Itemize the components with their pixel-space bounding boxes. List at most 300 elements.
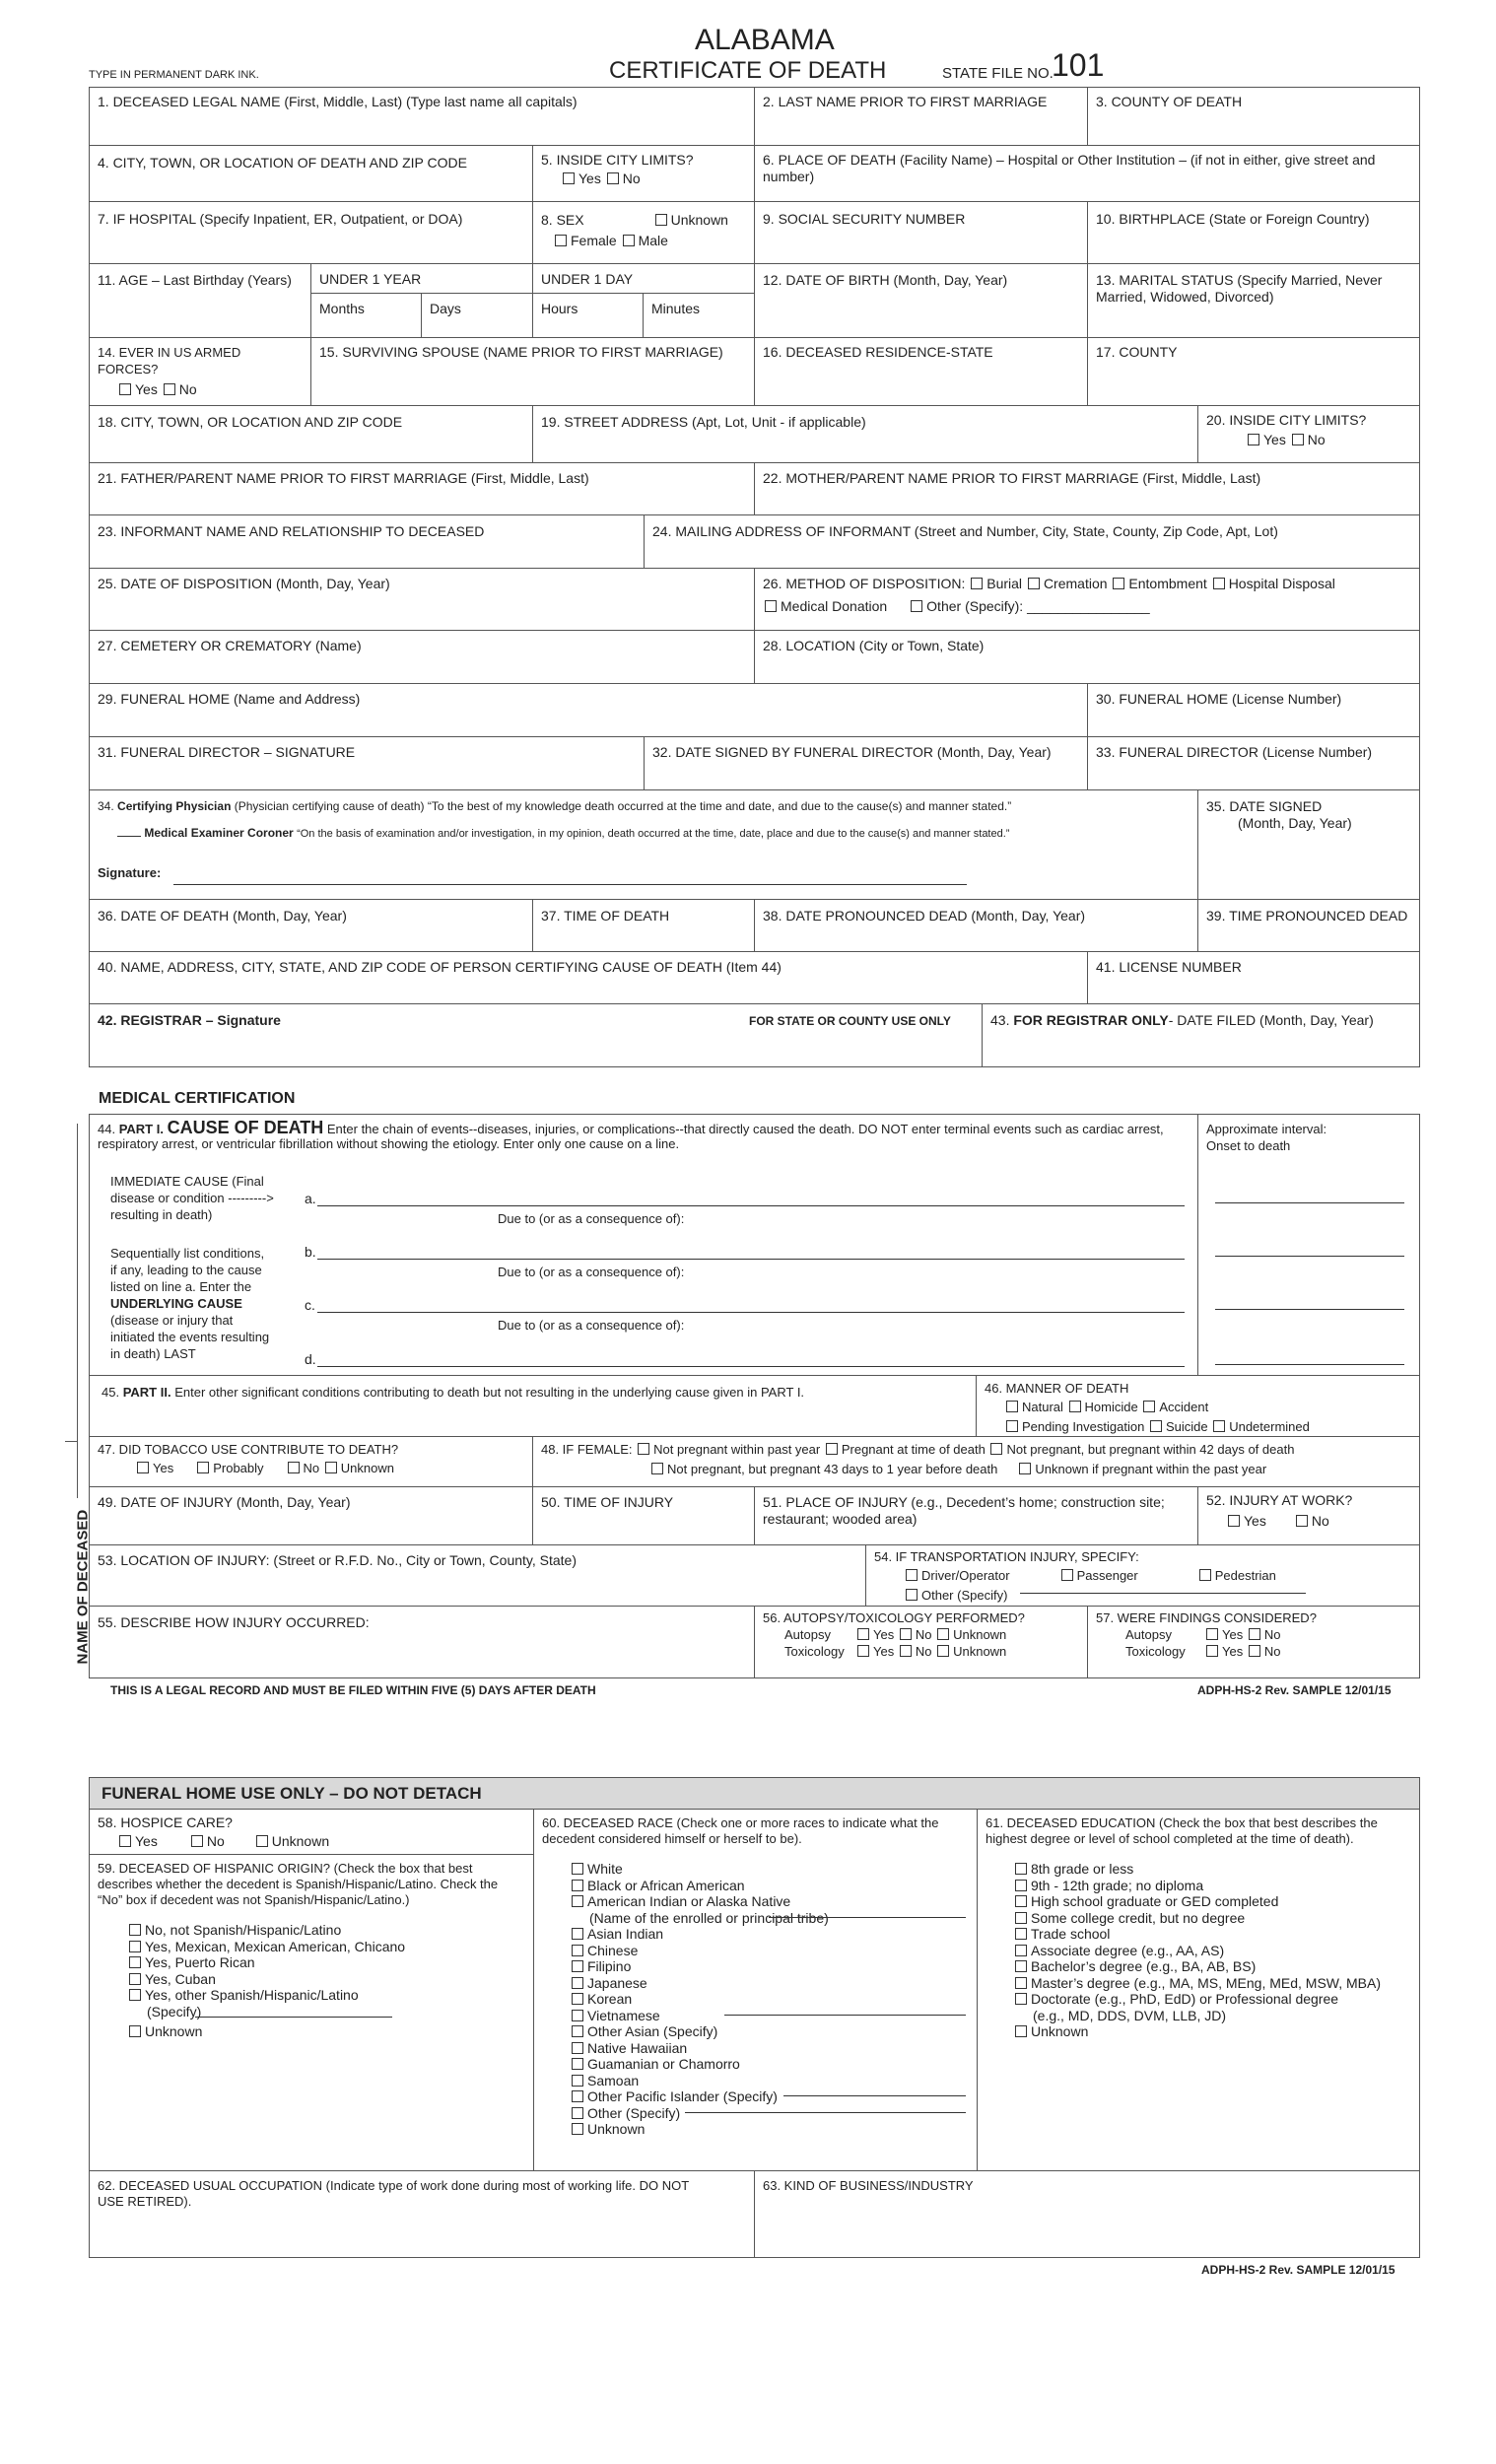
no-checkbox[interactable] <box>1249 1628 1260 1640</box>
field-47[interactable] <box>90 1437 533 1487</box>
field-6[interactable] <box>755 146 1419 202</box>
field-49[interactable] <box>90 1487 533 1545</box>
field-5[interactable] <box>533 146 755 202</box>
other-checkbox[interactable] <box>906 1589 918 1601</box>
medical-donation-checkbox[interactable] <box>765 600 777 612</box>
label-9: 9. SOCIAL SECURITY NUMBER <box>763 211 966 227</box>
edu-8th-label: 8th grade or less <box>1031 1861 1134 1877</box>
race-asian-indian-checkbox[interactable] <box>572 1928 583 1940</box>
file-no: 101 <box>1052 47 1105 83</box>
race-other-pacific-checkbox[interactable] <box>572 2090 583 2102</box>
yes-label: Yes <box>1222 1644 1244 1659</box>
undetermined-checkbox[interactable] <box>1213 1420 1225 1432</box>
field-38[interactable] <box>755 900 1198 952</box>
label-41: 41. LICENSE NUMBER <box>1096 959 1242 975</box>
part-i-label: PART I. <box>118 1122 164 1136</box>
race-chinese-checkbox[interactable] <box>572 1945 583 1956</box>
yes-checkbox[interactable] <box>119 383 131 395</box>
due-to-c: Due to (or as a consequence of): <box>498 1318 685 1333</box>
label-3: 3. COUNTY OF DEATH <box>1096 94 1243 109</box>
side-line-top <box>77 1124 78 1498</box>
hours-field[interactable] <box>533 294 644 338</box>
state-title: ALABAMA <box>695 24 835 56</box>
unknown-label: Unknown <box>271 1833 330 1849</box>
no-label: No <box>1263 1627 1281 1642</box>
minutes-label: Minutes <box>651 301 701 316</box>
field-7[interactable] <box>90 202 533 264</box>
label-60: 60. DECEASED RACE (Check one or more races to indicate what the decedent considered himself or herself to be). <box>542 1815 939 1846</box>
field-3[interactable] <box>1088 88 1419 146</box>
interval-line-d[interactable] <box>1215 1364 1404 1365</box>
yes-label: Yes <box>873 1627 895 1642</box>
label-43: 43. <box>990 1012 1010 1028</box>
yes-checkbox[interactable] <box>857 1628 869 1640</box>
no-checkbox[interactable] <box>900 1645 912 1657</box>
label-34: 34. <box>98 799 114 813</box>
edu-associate-checkbox[interactable] <box>1015 1945 1027 1956</box>
file-no-label: STATE FILE NO. <box>942 65 1054 82</box>
natural-checkbox[interactable] <box>1006 1401 1018 1412</box>
interval-line-c[interactable] <box>1215 1309 1404 1310</box>
seq-line-5: (disease or injury that <box>110 1313 234 1328</box>
other-specify-label: Other (Specify) <box>921 1588 1008 1603</box>
revision-note: ADPH-HS-2 Rev. SAMPLE 12/01/15 <box>1197 1683 1392 1697</box>
field-51[interactable] <box>755 1487 1198 1545</box>
signature-line[interactable] <box>173 884 967 885</box>
unknown-label: Unknown <box>340 1461 394 1475</box>
due-to-b: Due to (or as a consequence of): <box>498 1265 685 1279</box>
pedestrian-checkbox[interactable] <box>1199 1569 1211 1581</box>
hispanic-unknown-checkbox[interactable] <box>129 2025 141 2037</box>
field-54[interactable] <box>866 1545 1419 1607</box>
hospital-disposal-checkbox[interactable] <box>1213 578 1225 589</box>
label-26: 26. METHOD OF DISPOSITION: <box>763 576 966 591</box>
seq-line-1: Sequentially list conditions, <box>110 1246 265 1261</box>
seq-line-6: initiated the events resulting <box>110 1330 270 1344</box>
field-63[interactable] <box>755 2171 1419 2257</box>
field-2[interactable] <box>755 88 1088 146</box>
no-label: No <box>1263 1644 1281 1659</box>
yes-checkbox[interactable] <box>1248 434 1259 445</box>
natural-label: Natural <box>1022 1400 1063 1414</box>
race-guamanian-checkbox[interactable] <box>572 2058 583 2070</box>
no-checkbox[interactable] <box>1249 1645 1260 1657</box>
race-japanese-checkbox[interactable] <box>572 1977 583 1989</box>
no-checkbox[interactable] <box>607 172 619 184</box>
label-17: 17. COUNTY <box>1096 344 1178 360</box>
months-label: Months <box>319 301 365 316</box>
unknown-checkbox[interactable] <box>937 1628 949 1640</box>
yes-checkbox[interactable] <box>1228 1515 1240 1527</box>
field-17[interactable] <box>1088 338 1419 406</box>
race-vietnamese-checkbox[interactable] <box>572 2010 583 2021</box>
label-47: 47. DID TOBACCO USE CONTRIBUTE TO DEATH? <box>98 1442 399 1457</box>
unknown-checkbox[interactable] <box>655 214 667 226</box>
label-45: 45. <box>102 1385 120 1400</box>
label-5: 5. INSIDE CITY LIMITS? <box>541 152 694 168</box>
hispanic-other-checkbox[interactable] <box>129 1989 141 2001</box>
sequential-text <box>110 1245 269 1362</box>
days-label: Days <box>430 301 461 316</box>
cremation-checkbox[interactable] <box>1028 578 1040 589</box>
other-checkbox[interactable] <box>911 600 922 612</box>
label-39: 39. TIME PRONOUNCED DEAD <box>1206 908 1408 924</box>
funeral-home-title: FUNERAL HOME USE ONLY – DO NOT DETACH <box>102 1784 482 1803</box>
under-1-year <box>311 264 533 294</box>
yes-label: Yes <box>1222 1627 1244 1642</box>
yes-checkbox[interactable] <box>1206 1645 1218 1657</box>
unknown-checkbox[interactable] <box>937 1645 949 1657</box>
unknown-label: Unknown <box>953 1644 1007 1659</box>
label-27: 27. CEMETERY OR CREMATORY (Name) <box>98 638 362 653</box>
unknown-checkbox[interactable] <box>325 1462 337 1473</box>
no-checkbox[interactable] <box>1296 1515 1308 1527</box>
legal-record-note: THIS IS A LEGAL RECORD AND MUST BE FILED WITHIN FIVE (5) DAYS AFTER DEATH <box>110 1683 596 1697</box>
field-18[interactable] <box>90 406 533 463</box>
race-native-hawaiian-checkbox[interactable] <box>572 2042 583 2054</box>
immediate-line-1: IMMEDIATE CAUSE (Final <box>110 1174 264 1189</box>
yes-checkbox[interactable] <box>563 172 575 184</box>
label-28: 28. LOCATION (City or Town, State) <box>763 638 985 653</box>
field-29[interactable] <box>90 684 1088 737</box>
label-36: 36. DATE OF DEATH (Month, Day, Year) <box>98 908 347 924</box>
field-15[interactable] <box>311 338 755 406</box>
hispanic-cuban-label: Yes, Cuban <box>145 1970 216 1987</box>
accident-label: Accident <box>1159 1400 1209 1414</box>
race-other-line[interactable] <box>685 2112 966 2113</box>
field-13[interactable] <box>1088 264 1419 338</box>
field-27[interactable] <box>90 631 755 684</box>
immediate-cause-text <box>110 1173 274 1223</box>
edu-trade-checkbox[interactable] <box>1015 1928 1027 1940</box>
field-19[interactable] <box>533 406 1198 463</box>
edu-associate-label: Associate degree (e.g., AA, AS) <box>1031 1942 1225 1958</box>
pending-label: Pending Investigation <box>1022 1419 1145 1434</box>
field-14[interactable] <box>90 338 311 406</box>
edu-9-12-checkbox[interactable] <box>1015 1880 1027 1891</box>
field-31[interactable] <box>90 737 645 790</box>
hispanic-puerto-rican-label: Yes, Puerto Rican <box>145 1954 255 1970</box>
race-white-checkbox[interactable] <box>572 1863 583 1875</box>
field-32[interactable] <box>645 737 1088 790</box>
label-35: 35. DATE SIGNED <box>1206 798 1323 814</box>
field-58[interactable] <box>90 1810 533 1855</box>
race-native-hawaiian-label: Native Hawaiian <box>587 2039 688 2056</box>
me-checkmark-line[interactable] <box>117 836 141 837</box>
male-checkbox[interactable] <box>623 235 635 246</box>
edu-unknown-label: Unknown <box>1031 2023 1089 2039</box>
edu-bachelor-label: Bachelor’s degree (e.g., BA, AB, BS) <box>1031 1958 1257 1974</box>
hispanic-unknown-label: Unknown <box>145 2023 203 2039</box>
suicide-label: Suicide <box>1165 1419 1208 1434</box>
hispanic-puerto-rican-checkbox[interactable] <box>129 1956 141 1968</box>
certifying-physician-label: Certifying Physician <box>117 799 232 813</box>
field-21[interactable] <box>90 463 755 515</box>
label-24: 24. MAILING ADDRESS OF INFORMANT (Street and Number, City, State, County, Zip Code, Apt, Lot) <box>652 523 1278 539</box>
unknown-pregnant-checkbox[interactable] <box>1019 1463 1031 1474</box>
label-8: 8. SEX <box>541 212 584 228</box>
field-41[interactable] <box>1088 952 1419 1004</box>
field-35[interactable] <box>1198 790 1419 900</box>
field-50[interactable] <box>533 1487 755 1545</box>
field-62[interactable] <box>90 2171 755 2257</box>
yes-label: Yes <box>873 1644 895 1659</box>
under-1-day <box>533 264 755 294</box>
yes-checkbox[interactable] <box>1206 1628 1218 1640</box>
edu-unknown-checkbox[interactable] <box>1015 2025 1027 2037</box>
edu-master-label: Master’s degree (e.g., MA, MS, MEng, MEd, MSW, MBA) <box>1031 1974 1382 1991</box>
field-4[interactable] <box>90 146 533 202</box>
label-38: 38. DATE PRONOUNCED DEAD (Month, Day, Year) <box>763 908 1086 924</box>
edu-trade-label: Trade school <box>1031 1926 1111 1942</box>
field-57[interactable] <box>1088 1607 1419 1677</box>
hispanic-other-label: Yes, other Spanish/Hispanic/Latino <box>145 1987 359 2003</box>
field-23[interactable] <box>90 515 645 569</box>
probably-checkbox[interactable] <box>197 1462 209 1473</box>
no-checkbox[interactable] <box>900 1628 912 1640</box>
suicide-checkbox[interactable] <box>1150 1420 1162 1432</box>
field-30[interactable] <box>1088 684 1419 737</box>
not-pregnant-checkbox[interactable] <box>638 1443 649 1455</box>
driver-label: Driver/Operator <box>921 1568 1010 1583</box>
race-vietnamese-label: Vietnamese <box>587 2007 660 2023</box>
other-pacific-line[interactable] <box>783 2095 966 2096</box>
edu-some-college-checkbox[interactable] <box>1015 1912 1027 1924</box>
funeral-home-header <box>90 1778 1419 1810</box>
hispanic-no-label: No, not Spanish/Hispanic/Latino <box>145 1922 342 1938</box>
no-label: No <box>303 1461 320 1475</box>
field-8[interactable] <box>533 202 755 264</box>
race-white-label: White <box>587 1861 623 1877</box>
pregnant-at-death-label: Pregnant at time of death <box>841 1442 986 1457</box>
months-field[interactable] <box>311 294 422 338</box>
label-11: 11. AGE – Last Birthday (Years) <box>98 272 292 288</box>
field-24[interactable] <box>645 515 1419 569</box>
label-55: 55. DESCRIBE HOW INJURY OCCURRED: <box>98 1614 370 1630</box>
cause-line-d[interactable] <box>317 1366 1185 1367</box>
label-44: 44. <box>98 1122 116 1136</box>
race-tribe-label: (Name of the enrolled or principal tribe) <box>589 1909 829 1926</box>
edu-doctorate-examples: (e.g., MD, DDS, DVM, LLB, JD) <box>1033 2007 1227 2023</box>
passenger-checkbox[interactable] <box>1061 1569 1073 1581</box>
yes-label: Yes <box>1244 1513 1266 1529</box>
race-unknown-checkbox[interactable] <box>572 2123 583 2135</box>
female-label: Female <box>571 233 617 248</box>
no-label: No <box>1311 1513 1329 1529</box>
other-specify-label: Other (Specify): ________________ <box>926 598 1150 614</box>
label-13: 13. MARITAL STATUS (Specify Married, Never Married, Widowed, Divorced) <box>1096 272 1383 305</box>
no-label: No <box>1307 432 1326 447</box>
pregnant-42-days-checkbox[interactable] <box>990 1443 1002 1455</box>
part-ii-label: PART II. <box>122 1385 171 1400</box>
race-guamanian-label: Guamanian or Chamorro <box>587 2056 740 2072</box>
tribe-line[interactable] <box>769 1917 966 1918</box>
field-56[interactable] <box>755 1607 1088 1677</box>
female-checkbox[interactable] <box>555 235 567 246</box>
hispanic-specify-line[interactable] <box>195 2017 392 2018</box>
label-61: 61. DECEASED EDUCATION (Check the box that best describes the highest degree or level of school completed at the time of death). <box>986 1815 1378 1846</box>
unknown-checkbox[interactable] <box>256 1835 268 1847</box>
edu-hs-checkbox[interactable] <box>1015 1895 1027 1907</box>
part-ii-instructions: Enter other significant conditions contributing to death but not resulting in the underlying cause given in PART I. <box>174 1385 805 1400</box>
label-2: 2. LAST NAME PRIOR TO FIRST MARRIAGE <box>763 94 1048 109</box>
no-label: No <box>178 381 197 397</box>
field-48[interactable] <box>533 1437 1419 1487</box>
pregnant-43-days-label: Not pregnant, but pregnant 43 days to 1 year before death <box>667 1462 998 1476</box>
race-samoan-label: Samoan <box>587 2072 640 2088</box>
edu-doctorate-checkbox[interactable] <box>1015 1993 1027 2005</box>
label-22: 22. MOTHER/PARENT NAME PRIOR TO FIRST MARRIAGE (First, Middle, Last) <box>763 470 1261 486</box>
field-53[interactable] <box>90 1545 866 1607</box>
hispanic-no-checkbox[interactable] <box>129 1924 141 1936</box>
race-other-pacific-label: Other Pacific Islander (Specify) <box>587 2088 778 2104</box>
yes-label: Yes <box>135 381 158 397</box>
no-checkbox[interactable] <box>288 1462 300 1473</box>
cause-line-b[interactable] <box>317 1259 1185 1260</box>
yes-label: Yes <box>1263 432 1286 447</box>
edu-bachelor-checkbox[interactable] <box>1015 1960 1027 1972</box>
field-60[interactable] <box>534 1810 976 2170</box>
edu-9-12-label: 9th - 12th grade; no diploma <box>1031 1877 1204 1893</box>
no-label: No <box>915 1627 932 1642</box>
field-46[interactable] <box>977 1376 1419 1437</box>
pregnant-at-death-checkbox[interactable] <box>826 1443 838 1455</box>
race-filipino-checkbox[interactable] <box>572 1960 583 1972</box>
label-59: 59. DECEASED OF HISPANIC ORIGIN? (Check the box that best describes whether the decedent is Spanish/Hispanic/Latino. Check the “No” box if decedent was not Spanish/Hispanic/Latino.) <box>98 1861 499 1907</box>
label-48: 48. IF FEMALE: <box>541 1442 633 1457</box>
yes-checkbox[interactable] <box>857 1645 869 1657</box>
hispanic-cuban-checkbox[interactable] <box>129 1973 141 1985</box>
race-black-checkbox[interactable] <box>572 1880 583 1891</box>
hispanic-mexican-checkbox[interactable] <box>129 1941 141 1952</box>
label-50: 50. TIME OF INJURY <box>541 1494 674 1510</box>
medical-certification-heading: MEDICAL CERTIFICATION <box>99 1090 296 1107</box>
field-1[interactable] <box>90 88 755 146</box>
field-22[interactable] <box>755 463 1419 515</box>
field-28[interactable] <box>755 631 1419 684</box>
no-checkbox[interactable] <box>1292 434 1304 445</box>
accident-checkbox[interactable] <box>1143 1401 1155 1412</box>
yes-checkbox[interactable] <box>119 1835 131 1847</box>
hours-label: Hours <box>541 301 578 316</box>
field-42[interactable] <box>90 1004 983 1066</box>
field-59[interactable] <box>90 1855 533 2170</box>
interval-line-b[interactable] <box>1215 1256 1404 1257</box>
unknown-label: Unknown <box>953 1627 1007 1642</box>
race-other-asian-checkbox[interactable] <box>572 2025 583 2037</box>
homicide-checkbox[interactable] <box>1069 1401 1081 1412</box>
label-6: 6. PLACE OF DEATH (Facility Name) – Hospital or Other Institution – (if not in either, give street and number) <box>763 152 1376 184</box>
race-japanese-label: Japanese <box>587 1974 647 1991</box>
signature-label: Signature: <box>98 865 162 880</box>
field-61[interactable] <box>978 1810 1419 2170</box>
field-20[interactable] <box>1198 406 1419 463</box>
label-40: 40. NAME, ADDRESS, CITY, STATE, AND ZIP CODE OF PERSON CERTIFYING CAUSE OF DEATH (Item 44) <box>98 959 782 975</box>
race-other-checkbox[interactable] <box>572 2107 583 2119</box>
race-chinese-label: Chinese <box>587 1942 639 1958</box>
field-12[interactable] <box>755 264 1088 338</box>
no-checkbox[interactable] <box>164 383 175 395</box>
field-40[interactable] <box>90 952 1088 1004</box>
unknown-label: Unknown <box>670 212 728 228</box>
interval-column[interactable] <box>1198 1115 1419 1376</box>
yes-checkbox[interactable] <box>137 1462 149 1473</box>
field-10[interactable] <box>1088 202 1419 264</box>
under-1-day-label: UNDER 1 DAY <box>541 271 634 287</box>
field-9[interactable] <box>755 202 1088 264</box>
line-d-label: d. <box>305 1351 316 1367</box>
minutes-field[interactable] <box>644 294 755 338</box>
label-32: 32. DATE SIGNED BY FUNERAL DIRECTOR (Month, Day, Year) <box>652 744 1052 760</box>
field-37[interactable] <box>533 900 755 952</box>
interval-line-a[interactable] <box>1215 1202 1404 1203</box>
pregnant-43-days-checkbox[interactable] <box>651 1463 663 1474</box>
field-43[interactable] <box>983 1004 1419 1066</box>
cause-line-a[interactable] <box>317 1205 1185 1206</box>
no-checkbox[interactable] <box>191 1835 203 1847</box>
label-51: 51. PLACE OF INJURY (e.g., Decedent’s home; construction site; restaurant; wooded area) <box>763 1494 1165 1527</box>
race-american-indian-checkbox[interactable] <box>572 1895 583 1907</box>
passenger-label: Passenger <box>1076 1568 1138 1583</box>
field-39[interactable] <box>1198 900 1419 952</box>
cause-line-c[interactable] <box>317 1312 1185 1313</box>
field-26[interactable] <box>755 569 1419 631</box>
transport-other-line[interactable] <box>1020 1593 1306 1594</box>
no-label: No <box>206 1833 225 1849</box>
field-25[interactable] <box>90 569 755 631</box>
field-36[interactable] <box>90 900 533 952</box>
race-asian-indian-label: Asian Indian <box>587 1926 664 1942</box>
edu-master-checkbox[interactable] <box>1015 1977 1027 1989</box>
field-52[interactable] <box>1198 1487 1419 1545</box>
edu-8th-checkbox[interactable] <box>1015 1863 1027 1875</box>
part-i-instructions: Enter the chain of events--diseases, injuries, or complications--that directly caused the death. DO NOT enter terminal events such as cardiac arrest, respiratory arrest, or ventricular fibrillation without showing the etiology. Enter only one cause on a line. <box>98 1122 1164 1151</box>
toxicology-label: Toxicology <box>1125 1644 1186 1659</box>
due-to-a: Due to (or as a consequence of): <box>498 1211 685 1226</box>
date-filed-label: - DATE FILED (Month, Day, Year) <box>1168 1012 1374 1028</box>
label-63: 63. KIND OF BUSINESS/INDUSTRY <box>763 2178 974 2193</box>
field-11[interactable] <box>90 264 311 338</box>
label-1: 1. DECEASED LEGAL NAME (First, Middle, Last) (Type last name all capitals) <box>98 94 578 109</box>
vietnamese-line[interactable] <box>724 2015 966 2016</box>
field-45[interactable] <box>90 1376 977 1437</box>
days-field[interactable] <box>422 294 533 338</box>
registrar-only-label: FOR REGISTRAR ONLY <box>1013 1012 1169 1028</box>
entombment-checkbox[interactable] <box>1113 578 1124 589</box>
label-35b: (Month, Day, Year) <box>1238 815 1352 831</box>
yes-label: Yes <box>578 171 601 186</box>
driver-checkbox[interactable] <box>906 1569 918 1581</box>
field-33[interactable] <box>1088 737 1419 790</box>
label-37: 37. TIME OF DEATH <box>541 908 670 924</box>
yes-label: Yes <box>135 1833 158 1849</box>
seq-line-4: UNDERLYING CAUSE <box>110 1296 242 1311</box>
label-33: 33. FUNERAL DIRECTOR (License Number) <box>1096 744 1373 760</box>
seq-line-7: in death) LAST <box>110 1346 196 1361</box>
label-15: 15. SURVIVING SPOUSE (NAME PRIOR TO FIRST MARRIAGE) <box>319 344 723 360</box>
label-7: 7. IF HOSPITAL (Specify Inpatient, ER, Outpatient, or DOA) <box>98 211 463 227</box>
race-korean-checkbox[interactable] <box>572 1993 583 2005</box>
label-57: 57. WERE FINDINGS CONSIDERED? <box>1096 1610 1317 1625</box>
pending-checkbox[interactable] <box>1006 1420 1018 1432</box>
burial-checkbox[interactable] <box>971 578 983 589</box>
immediate-line-2: disease or condition ---------> <box>110 1191 274 1205</box>
race-samoan-checkbox[interactable] <box>572 2075 583 2087</box>
toxicology-label: Toxicology <box>784 1644 845 1659</box>
under-1-year-label: UNDER 1 YEAR <box>319 271 422 287</box>
field-55[interactable] <box>90 1607 755 1677</box>
field-16[interactable] <box>755 338 1088 406</box>
